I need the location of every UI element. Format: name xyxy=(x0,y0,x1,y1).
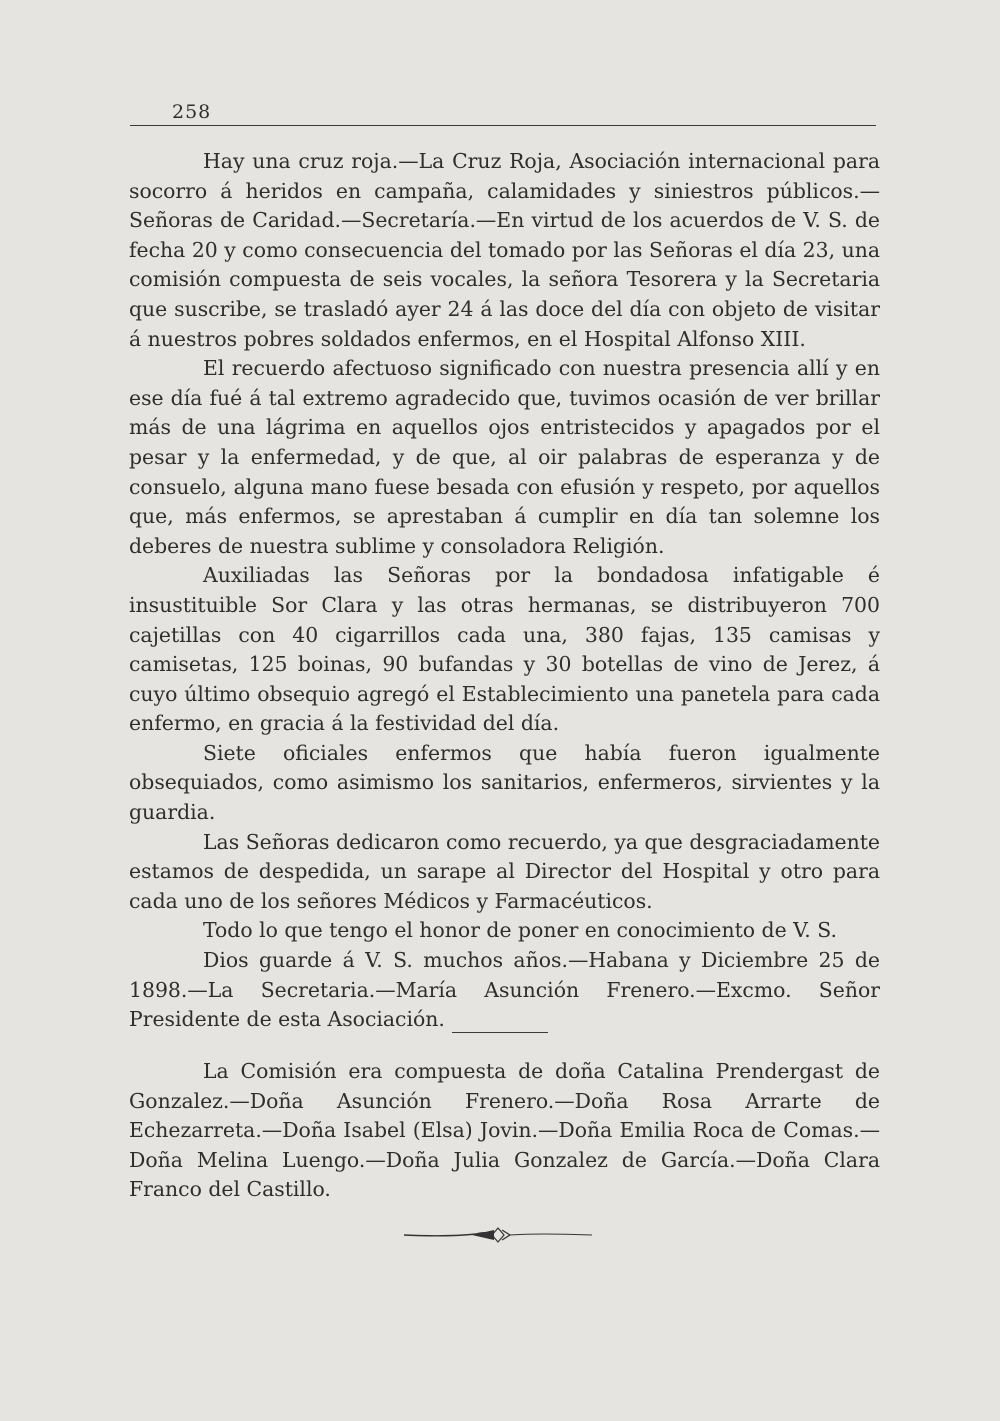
paragraph: Siete oficiales enfermos que había fueron igualmente obsequiados, como asimismo los sanitarios, enfermeros, sirvientes y la guardia. xyxy=(129,740,880,825)
paragraph: Hay una cruz roja.—La Cruz Roja, Asociación internacional para socorro á heridos en campaña, calamidades y siniestros públicos.—Señoras de Caridad.—Secretaría.—En virtud de los acuerdos de V. S. de fecha 20 y como consecuencia del tomado por las Señoras el día 23, una comisión compuesta de seis vocales, la señora Tesorera y la Secretaria que suscribe, se trasladó ayer 24 á las doce del día con objeto de visitar á nuestros pobres soldados enfermos, en el Hospital Alfonso XIII. xyxy=(129,149,880,351)
letter-body xyxy=(129,147,880,1035)
paragraph: Dios guarde á V. S. muchos años.—Habana y Diciembre 25 de 1898.—La Secretaria.—María Asunción Frenero.—Excmo. Señor Presidente de esta Asociación. xyxy=(129,948,880,1032)
paragraph: Auxiliadas las Señoras por la bondadosa infatigable é insustituible Sor Clara y las otras hermanas, se distribuyeron 700 cajetillas con 40 cigarrillos cada una, 380 fajas, 135 camisas y camisetas, 125 boinas, 90 bufandas y 30 botellas de vino de Jerez, á cuyo último obsequio agregó el Establecimiento una panetela para cada enfermo, en gracia á la festividad del día. xyxy=(129,563,880,736)
commission-paragraph: La Comisión era compuesta de doña Catalina Prendergast de Gonzalez.—Doña Asunción Frenero.—Doña Rosa Arrarte de Echezarreta.—Doña Isabel (Elsa) Jovin.—Doña Emilia Roca de Comas.—Doña Melina Luengo.—Doña Julia Gonzalez de García.—Doña Clara Franco del Castillo. xyxy=(129,1059,880,1202)
commission-section xyxy=(129,1057,880,1205)
page-number: 258 xyxy=(172,101,212,123)
header-rule xyxy=(130,125,876,126)
paragraph: Las Señoras dedicaron como recuerdo, ya que desgraciadamente estamos de despedida, un sarape al Director del Hospital y otro para cada uno de los señores Médicos y Farmacéuticos. xyxy=(129,829,880,913)
end-ornament xyxy=(398,1225,598,1245)
section-separator xyxy=(452,1032,548,1033)
paragraph: El recuerdo afectuoso significado con nuestra presencia allí y en ese día fué á tal extremo agradecido que, tuvimos ocasión de ver brillar más de una lágrima en aquellos ojos entristecidos y apagados por el pesar y la enfermedad, y de que, al oir palabras de esperanza y de consuelo, alguna mano fuese besada con efusión y respeto, por aquellos que, más enfermos, se aprestaban á cumplir en día tan solemne los deberes de nuestra sublime y consoladora Religión. xyxy=(129,356,880,558)
paragraph: Todo lo que tengo el honor de poner en conocimiento de V. S. xyxy=(203,918,837,943)
